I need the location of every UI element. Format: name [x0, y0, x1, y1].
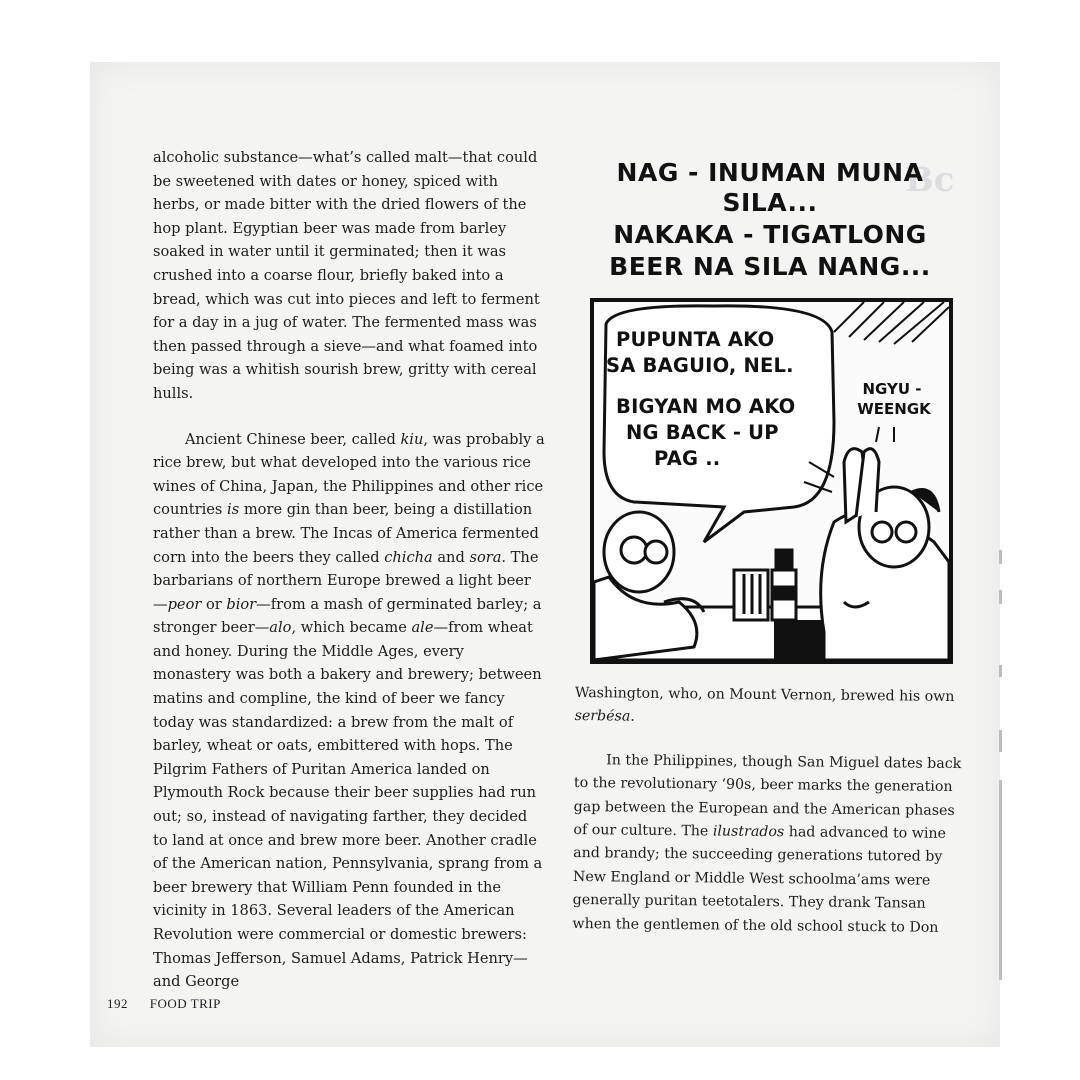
page-edge-marks	[996, 540, 1002, 990]
right-text-column	[572, 682, 963, 940]
right-paragraph-1: Washington, who, on Mount Vernon, brewed his own serbésa.	[574, 684, 955, 726]
italic-term: ale	[411, 619, 434, 637]
hatching-decoration	[834, 302, 949, 344]
speech-bubble-line: PUPUNTA AKO	[616, 328, 775, 351]
comic-caption-line: SILA...	[722, 188, 818, 217]
italic-term: sora	[469, 548, 502, 566]
comic-caption-line: NAKAKA - TIGATLONG	[613, 220, 927, 249]
bleed-through-decoration: Bc	[905, 160, 955, 200]
italic-term: is	[227, 501, 240, 519]
running-head: FOOD TRIP	[149, 996, 221, 1011]
italic-term: alo	[269, 619, 292, 637]
comic-panel	[590, 298, 953, 664]
italic-term: peor	[167, 595, 202, 613]
italic-term: kiu	[400, 430, 424, 448]
speech-bubble-line: NG BACK - UP	[626, 421, 779, 444]
left-paragraph-1: alcoholic substance—what’s called malt—that could be sweetened with dates or honey, spiced with herbs, or made bitter with the dried flowers of the hop plant. Egyptian beer was made from barley soaked in water until it germinated; then it was crushed into a coarse flour, briefly baked into a bread, which was cut into pieces and left to ferment for a day in a jug of water. The fermented mass was then passed through a sieve—and what foamed into being was a whitish sourish brew, gritty with cereal hulls.	[153, 149, 540, 402]
italic-term: serbésa	[574, 708, 631, 725]
speech-bubble-line: BIGYAN MO AKO	[616, 395, 796, 418]
beer-glass	[734, 570, 768, 620]
right-paragraph-2: In the Philippines, though San Miguel dates back to the revolutionary ‘90s, beer marks the generation gap between the European and the American phases of our culture. The ilustrados had advanced to wine and brandy; the succeeding generations tutored by New England or Middle West schoolma’ams were generally puritan teetotalers. They drank Tansan when the gentlemen of the old school stuck to Don	[572, 752, 962, 936]
sound-effect-line: WEENGK	[857, 400, 931, 418]
left-text-column	[153, 146, 545, 994]
page-number: 192	[107, 996, 128, 1011]
comic-strip	[585, 158, 955, 663]
speech-bubble-line: PAG ..	[654, 447, 721, 470]
comic-caption-line: BEER NA SILA NANG...	[609, 252, 931, 281]
left-paragraph-2: Ancient Chinese beer, called kiu, was probably a rice brew, but what developed into the various rice wines of China, Japan, the Philippines and other rice countries is more gin than beer, being a distillation rather than a brew. The Incas of America fermented corn into the beers they called chicha and sora. The barbarians of northern Europe brewed a light beer—peor or bior—from a mash of germinated barley; a stronger beer—alo, which became ale—from wheat and honey. During the Middle Ages, every monastery was both a bakery and brewery; between matins and compline, the kind of beer we fancy today was standardized: a brew from the malt of barley, wheat or oats, embittered with hops. The Pilgrim Fathers of Puritan America landed on Plymouth Rock because their beer supplies had run out; so, instead of navigating farther, they decided to land at once and brew more beer. Another cradle of the American nation, Pennsylvania, sprang from a beer brewery that William Penn founded in the vicinity in 1863. Several leaders of the American Revolution were commercial or domestic brewers: Thomas Jefferson, Samuel Adams, Patrick Henry—and George	[153, 430, 545, 991]
italic-term: bior	[226, 595, 257, 613]
saluting-man-figure	[821, 449, 949, 660]
italic-term: ilustrados	[712, 823, 785, 841]
sound-effect-line: NGYU -	[862, 380, 922, 398]
italic-term: chicha	[384, 548, 433, 566]
beer-bottle	[772, 550, 796, 620]
page-footer	[107, 996, 221, 1012]
comic-caption-line: NAG - INUMAN MUNA	[616, 158, 924, 187]
bald-man-figure	[594, 512, 704, 660]
speech-bubble-line: SA BAGUIO, NEL.	[606, 354, 794, 377]
